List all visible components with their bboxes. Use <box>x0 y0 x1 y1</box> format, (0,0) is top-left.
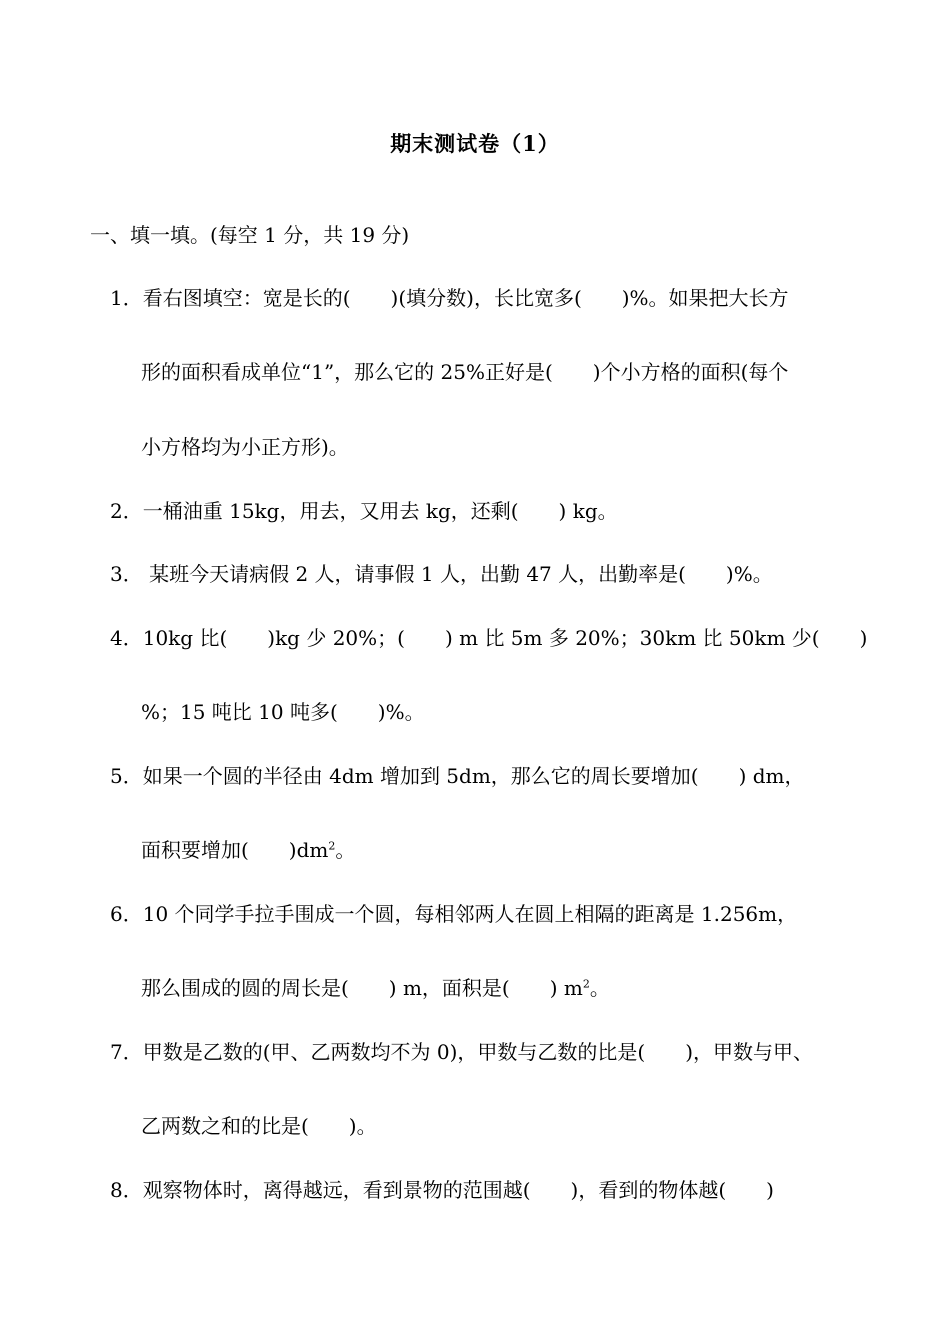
question-4-number: 4． <box>110 626 143 650</box>
question-2-text-1: 一桶油重 15kg，用去，又用去 kg，还剩( ) kg。 <box>142 499 618 523</box>
question-7-line-2: 乙两数之和的比是( )。 <box>141 1114 377 1138</box>
question-2-number: 2． <box>110 499 143 523</box>
question-8-line-1 <box>110 1174 774 1203</box>
question-6-text-2: 那么围成的圆的周长是( ) m，面积是( ) m <box>141 976 583 1000</box>
question-7-text-1: 甲数是乙数的(甲、乙两数均不为 0)，甲数与乙数的比是( )，甲数与甲、 <box>142 1040 814 1064</box>
question-1-line-2: 形的面积看成单位“1”，那么它的 25%正好是( )个小方格的面积(每个 <box>141 360 789 384</box>
question-3-line-1 <box>110 558 773 587</box>
question-8-number: 8． <box>110 1178 143 1202</box>
question-4-text-1: 10kg 比( )kg 少 20%；( ) m 比 5m 多 20%；30km 比 50km 少( ) <box>142 626 868 650</box>
question-1-text-1: 看右图填空：宽是长的( )(填分数)，长比宽多( )%。如果把大长方 <box>142 286 789 310</box>
question-4-line-2: %；15 吨比 10 吨多( )%。 <box>141 700 425 724</box>
question-1-number: 1． <box>110 286 143 310</box>
question-8-text-1: 观察物体时，离得越远，看到景物的范围越( )，看到的物体越( ) <box>142 1178 774 1202</box>
question-5-line-1 <box>110 760 805 789</box>
question-5-text-2: 面积要增加( )dm <box>141 838 329 862</box>
question-6-text-1: 10 个同学手拉手围成一个圆，每相邻两人在圆上相隔的距离是 1.256m， <box>142 902 798 926</box>
question-5-number: 5． <box>110 764 143 788</box>
question-2-line-1 <box>110 495 618 524</box>
question-5-line-2 <box>141 834 355 863</box>
question-7-line-1 <box>110 1036 813 1065</box>
question-5-text-1: 如果一个圆的半径由 4dm 增加到 5dm，那么它的周长要增加( ) dm， <box>142 764 805 788</box>
question-7-number: 7． <box>110 1040 143 1064</box>
question-6-superscript: 2 <box>582 977 590 991</box>
question-6-line-2 <box>141 972 610 1001</box>
question-6-number: 6． <box>110 902 143 926</box>
section-heading: 一、填一填。(每空 1 分，共 19 分) <box>90 223 410 247</box>
question-3-number: 3． <box>110 562 143 586</box>
question-4-line-1 <box>110 622 867 651</box>
question-1-line-3: 小方格均为小正方形)。 <box>141 435 349 459</box>
question-3-text-1: 某班今天请病假 2 人，请事假 1 人，出勤 47 人，出勤率是( )%。 <box>142 562 773 586</box>
question-5-text-3: 。 <box>335 838 356 862</box>
question-6-text-3: 。 <box>589 976 610 1000</box>
question-5-superscript: 2 <box>328 839 336 853</box>
question-6-line-1 <box>110 898 797 927</box>
page-title: 期末测试卷（1） <box>390 131 560 156</box>
question-1-line-1 <box>110 282 789 311</box>
